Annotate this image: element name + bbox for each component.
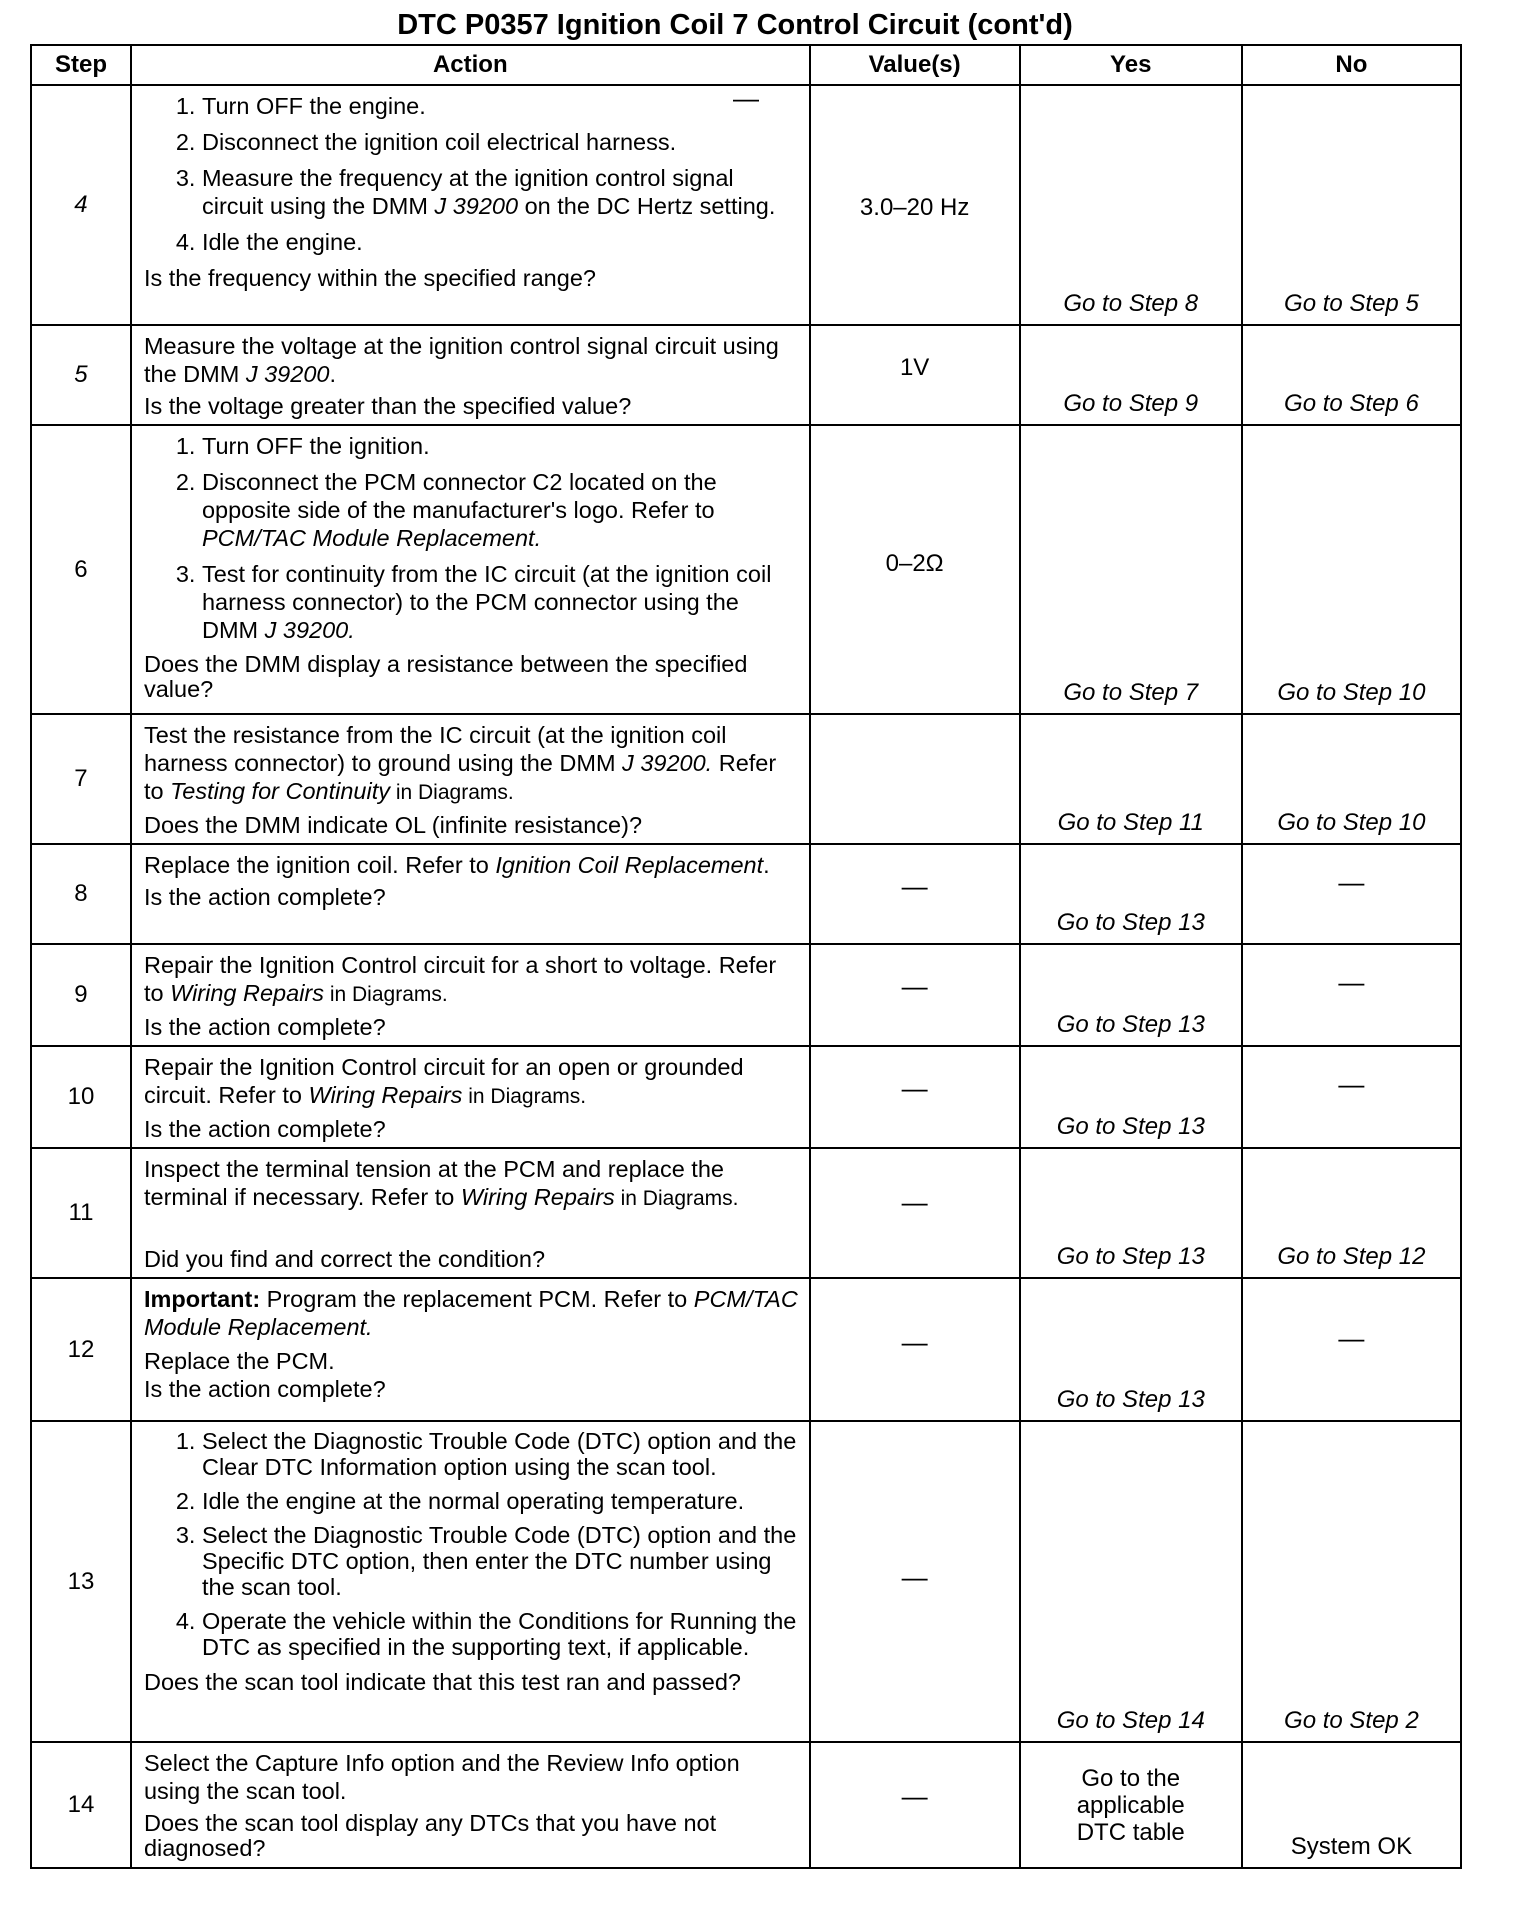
question: Does the scan tool display any DTCs that you have not diagnosed? <box>143 1810 717 1861</box>
step-number: 4 <box>31 85 131 325</box>
action-text: . <box>329 361 336 387</box>
table-row <box>31 844 1461 944</box>
action-item: 1. Select the Diagnostic Trouble Code (DTC) option and the Clear DTC Information option using the scan tool. <box>202 1428 801 1480</box>
value-text: 0–2Ω <box>885 550 944 577</box>
yes-outcome: Go to Step 13 <box>1056 1243 1205 1270</box>
doc-ref: Wiring Repairs <box>170 980 324 1006</box>
no-outcome: — <box>1338 867 1365 897</box>
no-cell <box>1242 714 1461 844</box>
doc-ref: Wiring Repairs <box>308 1082 463 1108</box>
no-cell <box>1242 844 1461 944</box>
step-number: 8 <box>31 844 131 944</box>
table-row <box>31 1046 1461 1148</box>
yes-cell <box>1020 844 1242 944</box>
question: Is the action complete? <box>143 1014 386 1040</box>
action-text-block <box>144 951 801 1009</box>
action-item: 3. Select the Diagnostic Trouble Code (DTC) option and the Specific DTC option, then enter the DTC number using the scan tool. <box>202 1522 801 1600</box>
action-text: Measure the voltage at the ignition control signal circuit using the DMM <box>143 333 779 387</box>
yes-outcome: Go to Step 13 <box>1056 1386 1205 1413</box>
question: Is the action complete? <box>143 1376 386 1402</box>
yes-cell <box>1020 714 1242 844</box>
value-text: 1V <box>899 354 930 381</box>
no-cell <box>1242 1046 1461 1148</box>
value-text: — <box>733 83 759 113</box>
action-list <box>144 92 801 256</box>
step-number: 6 <box>31 425 131 714</box>
action-item: 2. Idle the engine at the normal operating temperature. <box>202 1488 801 1514</box>
action-cell <box>131 844 810 944</box>
yes-outcome: Go to Step 13 <box>1056 909 1205 936</box>
no-cell <box>1242 85 1461 325</box>
yes-outcome: Go to Step 11 <box>1057 809 1204 836</box>
question: Does the DMM display a resistance between the specified value? <box>143 651 748 702</box>
doc-ref: PCM/TAC Module Replacement. <box>201 525 542 551</box>
important-label: Important: <box>143 1286 261 1312</box>
value-cell <box>810 1278 1020 1421</box>
action-text-block <box>144 1285 801 1341</box>
value-text: — <box>901 1562 928 1592</box>
action-text: Inspect the terminal tension at the PCM and replace the terminal if necessary. Refer to <box>143 1156 724 1210</box>
yes-cell <box>1020 425 1242 714</box>
value-text: 3.0–20 Hz <box>859 194 970 221</box>
no-outcome: — <box>1338 967 1365 997</box>
yes-cell <box>1020 1148 1242 1278</box>
action-list <box>144 432 801 644</box>
step-number: 5 <box>31 325 131 425</box>
question: Is the frequency within the specified range? <box>143 265 596 291</box>
no-cell <box>1242 325 1461 425</box>
action-item: 1. Turn OFF the ignition. <box>202 432 801 460</box>
action-text-block <box>144 1155 801 1213</box>
table-row <box>31 714 1461 844</box>
action-text-block <box>144 721 801 807</box>
no-outcome: System OK <box>1290 1833 1413 1860</box>
question: Did you find and correct the condition? <box>143 1246 546 1272</box>
table-row <box>31 85 1461 325</box>
yes-outcome: Go to the applicable DTC table <box>1076 1765 1185 1846</box>
no-outcome: Go to Step 5 <box>1284 290 1419 317</box>
action-text: Disconnect the PCM connector C2 located on the opposite side of the manufacturer's logo. Refer to <box>201 469 717 523</box>
table-row <box>31 1278 1461 1421</box>
no-outcome: — <box>1338 1069 1365 1099</box>
no-outcome: Go to Step 12 <box>1277 1243 1426 1270</box>
tool-ref: J 39200 <box>245 361 330 387</box>
yes-outcome: Go to Step 14 <box>1056 1707 1205 1734</box>
no-cell <box>1242 944 1461 1046</box>
yes-cell <box>1020 325 1242 425</box>
header-no: No <box>1242 45 1461 85</box>
value-cell <box>810 325 1020 425</box>
yes-cell <box>1020 1278 1242 1421</box>
step-number: 11 <box>31 1148 131 1278</box>
action-text-block <box>144 851 801 879</box>
action-cell <box>131 1148 810 1278</box>
yes-cell <box>1020 85 1242 325</box>
tool-ref: J 39200 <box>434 193 519 219</box>
yes-cell <box>1020 944 1242 1046</box>
no-outcome: Go to Step 2 <box>1284 1707 1419 1734</box>
doc-ref: Wiring Repairs <box>460 1184 615 1210</box>
action-text: in Diagrams. <box>614 1187 739 1210</box>
value-cell <box>810 1148 1020 1278</box>
action-text: Measure the frequency at the ignition control signal circuit using the DMM <box>201 165 734 219</box>
table-header-row <box>31 45 1461 85</box>
question: Is the action complete? <box>143 884 386 910</box>
action-cell <box>131 714 810 844</box>
action-text: Program the replacement PCM. Refer to <box>260 1286 694 1312</box>
no-cell <box>1242 425 1461 714</box>
yes-cell <box>1020 1046 1242 1148</box>
yes-outcome: Go to Step 9 <box>1063 390 1199 417</box>
action-cell <box>131 1742 810 1868</box>
step-number: 9 <box>31 944 131 1046</box>
action-text: Repair the Ignition Control circuit for a short to voltage. Refer to <box>143 952 777 1006</box>
action-item <box>202 468 801 552</box>
value-text: — <box>901 871 928 901</box>
action-text-block <box>144 332 801 388</box>
yes-outcome: Go to Step 7 <box>1063 679 1199 706</box>
action-item <box>202 560 801 644</box>
action-text: on the DC Hertz setting. <box>518 193 776 219</box>
step-number: 13 <box>31 1421 131 1742</box>
no-outcome: Go to Step 10 <box>1277 809 1426 836</box>
value-cell <box>810 1046 1020 1148</box>
value-text: — <box>901 1327 928 1357</box>
page-title: DTC P0357 Ignition Coil 7 Control Circuit (cont'd) <box>397 9 1073 41</box>
no-outcome: Go to Step 10 <box>1277 679 1426 706</box>
action-text: in Diagrams. <box>324 983 448 1006</box>
table-row <box>31 1421 1461 1742</box>
action-text: Replace the ignition coil. Refer to <box>143 852 496 878</box>
action-item: 4. Idle the engine. <box>202 228 801 256</box>
no-cell <box>1242 1278 1461 1421</box>
question: Does the DMM indicate OL (infinite resistance)? <box>143 812 643 838</box>
header-action: Action <box>131 45 810 85</box>
yes-outcome: Go to Step 8 <box>1063 290 1199 317</box>
doc-ref: Testing for Continuity <box>170 778 390 804</box>
diagnostic-table <box>30 44 1462 1869</box>
header-values: Value(s) <box>810 45 1020 85</box>
action-text: Test for continuity from the IC circuit (at the ignition coil harness connector) to the PCM connector using the DMM <box>201 561 772 643</box>
action-text: Select the Capture Info option and the Review Info option using the scan tool. <box>143 1750 740 1804</box>
action-item: 4. Operate the vehicle within the Conditions for Running the DTC as specified in the supporting text, if applicable. <box>202 1608 801 1660</box>
action-item: 1. Turn OFF the engine. <box>202 92 801 120</box>
action-cell <box>131 425 810 714</box>
question: Is the action complete? <box>143 1116 386 1142</box>
action-text: . <box>763 852 770 878</box>
tool-ref: J 39200. <box>264 617 355 643</box>
action-item <box>202 164 801 220</box>
action-text: in Diagrams. <box>390 781 514 804</box>
header-step: Step <box>31 45 131 85</box>
yes-cell <box>1020 1742 1242 1868</box>
question: Does the scan tool indicate that this test ran and passed? <box>143 1669 741 1695</box>
value-cell <box>810 85 1020 325</box>
no-cell <box>1242 1148 1461 1278</box>
yes-outcome: Go to Step 13 <box>1056 1113 1205 1140</box>
doc-ref: PCM/TAC Module Replacement. <box>143 1286 798 1340</box>
no-outcome: Go to Step 6 <box>1284 390 1419 417</box>
action-cell <box>131 944 810 1046</box>
question: Is the voltage greater than the specified value? <box>143 393 632 419</box>
action-cell <box>131 1421 810 1742</box>
action-text-block <box>144 1053 801 1111</box>
action-text: Refer to <box>143 750 777 804</box>
table-row <box>31 325 1461 425</box>
value-text: — <box>901 971 928 1001</box>
tool-ref: J 39200. <box>622 750 713 776</box>
action-text: Test the resistance from the IC circuit (at the ignition coil harness connector) to ground using the DMM <box>143 722 727 776</box>
action-cell <box>131 1046 810 1148</box>
yes-outcome: Go to Step 13 <box>1056 1011 1205 1038</box>
value-text: — <box>901 1073 928 1103</box>
action-cell <box>131 325 810 425</box>
header-yes: Yes <box>1020 45 1242 85</box>
step-number: 12 <box>31 1278 131 1421</box>
value-cell <box>810 844 1020 944</box>
step-number: 10 <box>31 1046 131 1148</box>
step-number: 7 <box>31 714 131 844</box>
action-cell <box>131 85 810 325</box>
action-text: Repair the Ignition Control circuit for an open or grounded circuit. Refer to <box>143 1054 744 1108</box>
action-item: 2. Disconnect the ignition coil electrical harness. <box>202 128 801 156</box>
action-cell <box>131 1278 810 1421</box>
yes-cell <box>1020 1421 1242 1742</box>
doc-ref: Ignition Coil Replacement <box>495 852 764 878</box>
table-row <box>31 1148 1461 1278</box>
value-text: — <box>901 1187 928 1217</box>
value-cell <box>810 1742 1020 1868</box>
no-outcome: — <box>1338 1323 1365 1353</box>
value-cell <box>810 1421 1020 1742</box>
action-list <box>144 1428 801 1660</box>
action-text: Replace the PCM. <box>143 1348 335 1374</box>
value-cell <box>810 425 1020 714</box>
action-text: in Diagrams. <box>462 1085 587 1108</box>
value-text: — <box>901 1781 928 1811</box>
value-cell <box>810 944 1020 1046</box>
table-row <box>31 1742 1461 1868</box>
table-row <box>31 944 1461 1046</box>
no-cell <box>1242 1742 1461 1868</box>
no-cell <box>1242 1421 1461 1742</box>
table-row <box>31 425 1461 714</box>
step-number: 14 <box>31 1742 131 1868</box>
